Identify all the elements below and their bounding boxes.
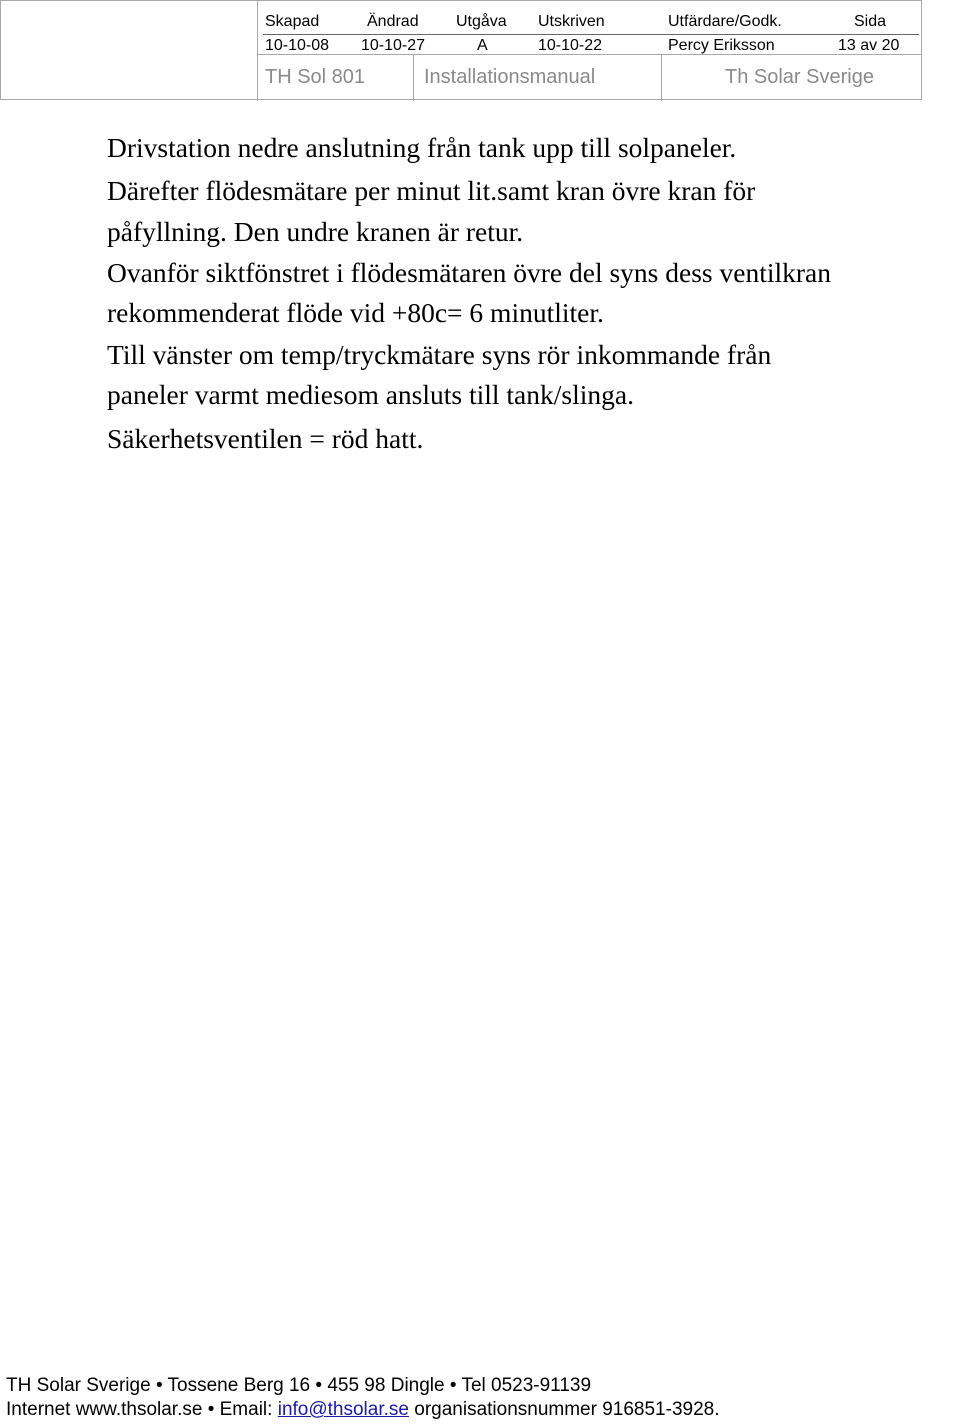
value-issuer: Percy Eriksson [668, 37, 775, 54]
doc-type: Installationsmanual [424, 66, 596, 88]
label-edition: Utgåva [456, 13, 507, 30]
footer-contact [6, 1398, 720, 1422]
header-divider [413, 54, 414, 101]
body-line: påfyllning. Den undre kranen är retur. [107, 216, 524, 247]
footer-address: TH Solar Sverige • Tossene Berg 16 • 455 98 Dingle • Tel 0523-91139 [6, 1375, 592, 1396]
body-line: paneler varmt mediesom ansluts till tank/slinga. [107, 379, 634, 410]
body-text [107, 128, 960, 459]
doc-id: TH Sol 801 [265, 66, 366, 88]
value-printed: 10-10-22 [538, 37, 603, 54]
header-underline [263, 34, 919, 35]
body-line: Därefter flödesmätare per minut lit.samt kran övre kran för [107, 175, 756, 206]
value-edition: A [477, 37, 488, 54]
footer-org-number: organisationsnummer 916851-3928. [408, 1399, 720, 1420]
header-divider [257, 1, 258, 101]
label-changed: Ändrad [367, 13, 419, 30]
email-link[interactable]: info@thsolar.se [277, 1399, 409, 1420]
label-page: Sida [854, 13, 887, 30]
label-created: Skapad [265, 13, 320, 30]
value-changed: 10-10-27 [361, 37, 426, 54]
body-line: Säkerhetsventilen = röd hatt. [107, 423, 424, 454]
body-line: Ovanför siktfönstret i flödesmätaren övre del syns dess ventilkran [107, 257, 831, 288]
body-line: rekommenderat flöde vid +80c= 6 minutliter. [107, 297, 604, 328]
company-name: Th Solar Sverige [725, 66, 874, 88]
label-issuer: Utfärdare/Godk. [668, 13, 782, 30]
value-created: 10-10-08 [265, 37, 330, 54]
footer-internet: Internet www.thsolar.se • Email: [6, 1399, 278, 1420]
document-header [0, 0, 922, 100]
value-page: 13 av 20 [838, 37, 900, 54]
body-line: Drivstation nedre anslutning från tank upp till solpaneler. [107, 132, 737, 163]
header-divider [661, 54, 662, 101]
page-footer [6, 1374, 720, 1422]
body-line: Till vänster om temp/tryckmätare syns rör inkommande från [107, 339, 772, 370]
label-printed: Utskriven [538, 13, 605, 30]
